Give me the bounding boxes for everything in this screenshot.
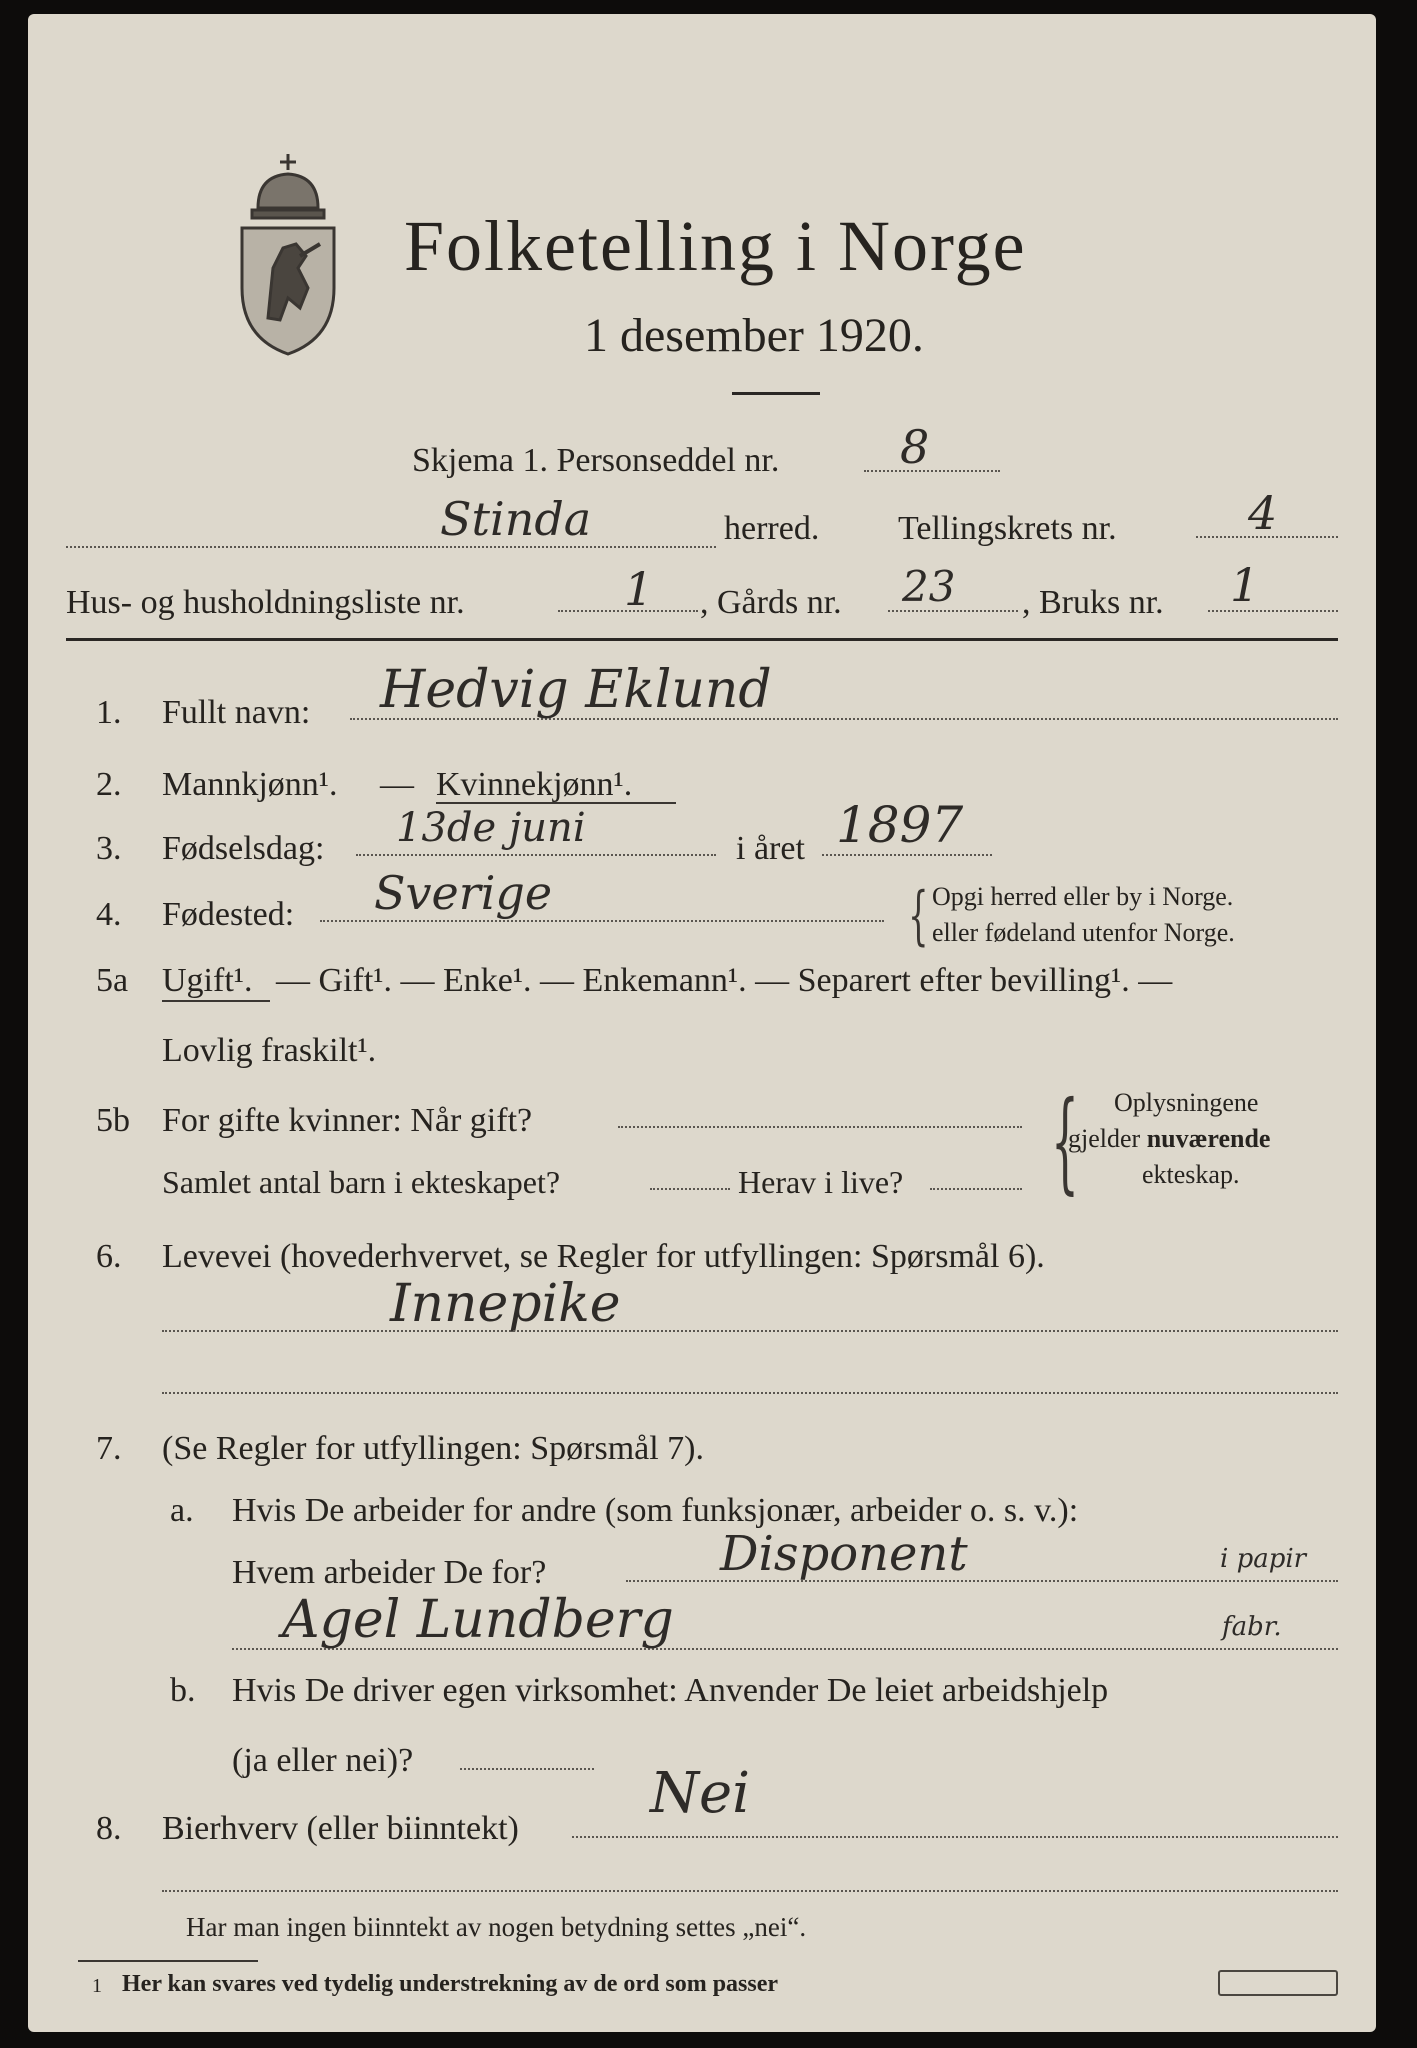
skjema-label: Skjema 1. Personseddel nr. xyxy=(412,442,780,479)
footnote-text: Her kan svares ved tydelig understrekning av de ord som passer xyxy=(122,1971,779,1997)
header-rule xyxy=(66,638,1338,641)
hus-label: Hus- og husholdningsliste nr. xyxy=(66,584,465,621)
q5b-note-2b: nuværende xyxy=(1146,1124,1271,1153)
gards-label: , Gårds nr. xyxy=(700,584,842,621)
q7b-text: Hvis De driver egen virksomhet: Anvender De leiet arbeidshjelp xyxy=(232,1672,1109,1709)
q7-label: (Se Regler for utfyllingen: Spørsmål 7). xyxy=(162,1430,705,1467)
q5a-unmarried-option: Ugift¹. xyxy=(162,962,253,999)
q5b-children-alive: Herav i live? xyxy=(738,1164,904,1200)
tellingskrets-label: Tellingskrets nr. xyxy=(898,510,1117,547)
birthday-value: 13de juni xyxy=(396,805,586,851)
form-title: Folketelling i Norge xyxy=(404,206,1027,286)
birth-year-value: 1897 xyxy=(836,796,964,854)
q5b-note-2 xyxy=(1068,1126,1270,1152)
q5b-when-married: For gifte kvinner: Når gift? xyxy=(162,1102,533,1139)
q3-number: 3. xyxy=(96,830,122,867)
census-date: 1 desember 1920. xyxy=(584,309,924,362)
footnote-rule xyxy=(78,1960,258,1962)
q3-label: Fødselsdag: xyxy=(162,830,325,867)
q5b-children-total: Samlet antal barn i ekteskapet? xyxy=(162,1164,561,1200)
q7a-text: Hvis De arbeider for andre (som funksjonær, arbeider o. s. v.): xyxy=(232,1492,1079,1529)
q4-note-1: Opgi herred eller by i Norge. xyxy=(932,882,1234,911)
employer-value-1b: i papir xyxy=(1220,1544,1307,1574)
occupation-value: Innepike xyxy=(390,1274,621,1334)
q6-label: Levevei (hovederhvervet, se Regler for utfyllingen: Spørsmål 6). xyxy=(162,1238,1045,1275)
female-underline xyxy=(436,802,676,804)
q5b-note-2a: gjelder xyxy=(1068,1124,1147,1153)
gards-nr: 23 xyxy=(902,562,956,611)
footer-note: Har man ingen biinntekt av nogen betydning settes „nei“. xyxy=(186,1912,807,1942)
q7b-question: (ja eller nei)? xyxy=(232,1742,414,1779)
q4-note-2: eller fødeland utenfor Norge. xyxy=(932,918,1235,947)
unmarried-underline xyxy=(162,1000,270,1002)
q8-number: 8. xyxy=(96,1810,122,1847)
side-income-value: Nei xyxy=(650,1761,751,1826)
hus-nr: 1 xyxy=(624,562,654,616)
tellingskrets-nr: 4 xyxy=(1248,486,1278,540)
herred-label: herred. xyxy=(724,510,820,547)
q7-number: 7. xyxy=(96,1430,122,1467)
q4-label: Fødested: xyxy=(162,896,295,933)
q2-number: 2. xyxy=(96,766,122,803)
q7a-question: Hvem arbeider De for? xyxy=(232,1554,547,1591)
q1-number: 1. xyxy=(96,694,122,731)
bruks-label: , Bruks nr. xyxy=(1022,584,1164,621)
norway-coat-of-arms-icon xyxy=(228,148,348,358)
q7a-letter: a. xyxy=(170,1492,194,1529)
q6-number: 6. xyxy=(96,1238,122,1275)
title-divider xyxy=(732,392,820,395)
q5b-number: 5b xyxy=(96,1102,130,1139)
q5b-note-3: ekteskap. xyxy=(1142,1160,1240,1189)
birthplace-value: Sverige xyxy=(374,866,553,920)
employer-value-2: Agel Lundberg xyxy=(282,1590,674,1650)
q3-year-label: i året xyxy=(736,830,805,867)
q1-label: Fullt navn: xyxy=(162,694,311,731)
printer-stamp xyxy=(1218,1970,1338,1996)
employer-value-2b: fabr. xyxy=(1222,1612,1282,1642)
employer-value-1: Disponent xyxy=(720,1526,968,1582)
q5b-note-1: Oplysningene xyxy=(1114,1088,1259,1117)
q2-female-option: Kvinnekjønn¹. xyxy=(436,766,633,803)
footnote-number: 1 xyxy=(92,1975,102,1997)
q8-label: Bierhverv (eller biinntekt) xyxy=(162,1810,519,1847)
q2-male-option: Mannkjønn¹. xyxy=(162,766,338,803)
full-name-value: Hedvig Eklund xyxy=(380,660,772,720)
q4-number: 4. xyxy=(96,896,122,933)
q5a-line-2: Lovlig fraskilt¹. xyxy=(162,1032,377,1069)
q5a-number: 5a xyxy=(96,962,129,999)
q2-dash: — xyxy=(380,766,414,803)
q5a-other-options: — Gift¹. — Enke¹. — Enkemann¹. — Separert efter bevilling¹. — xyxy=(276,962,1173,999)
personseddel-nr: 8 xyxy=(900,420,930,474)
herred-value: Stinda xyxy=(440,492,592,546)
q7b-letter: b. xyxy=(170,1672,196,1709)
bruks-nr: 1 xyxy=(1230,558,1260,612)
